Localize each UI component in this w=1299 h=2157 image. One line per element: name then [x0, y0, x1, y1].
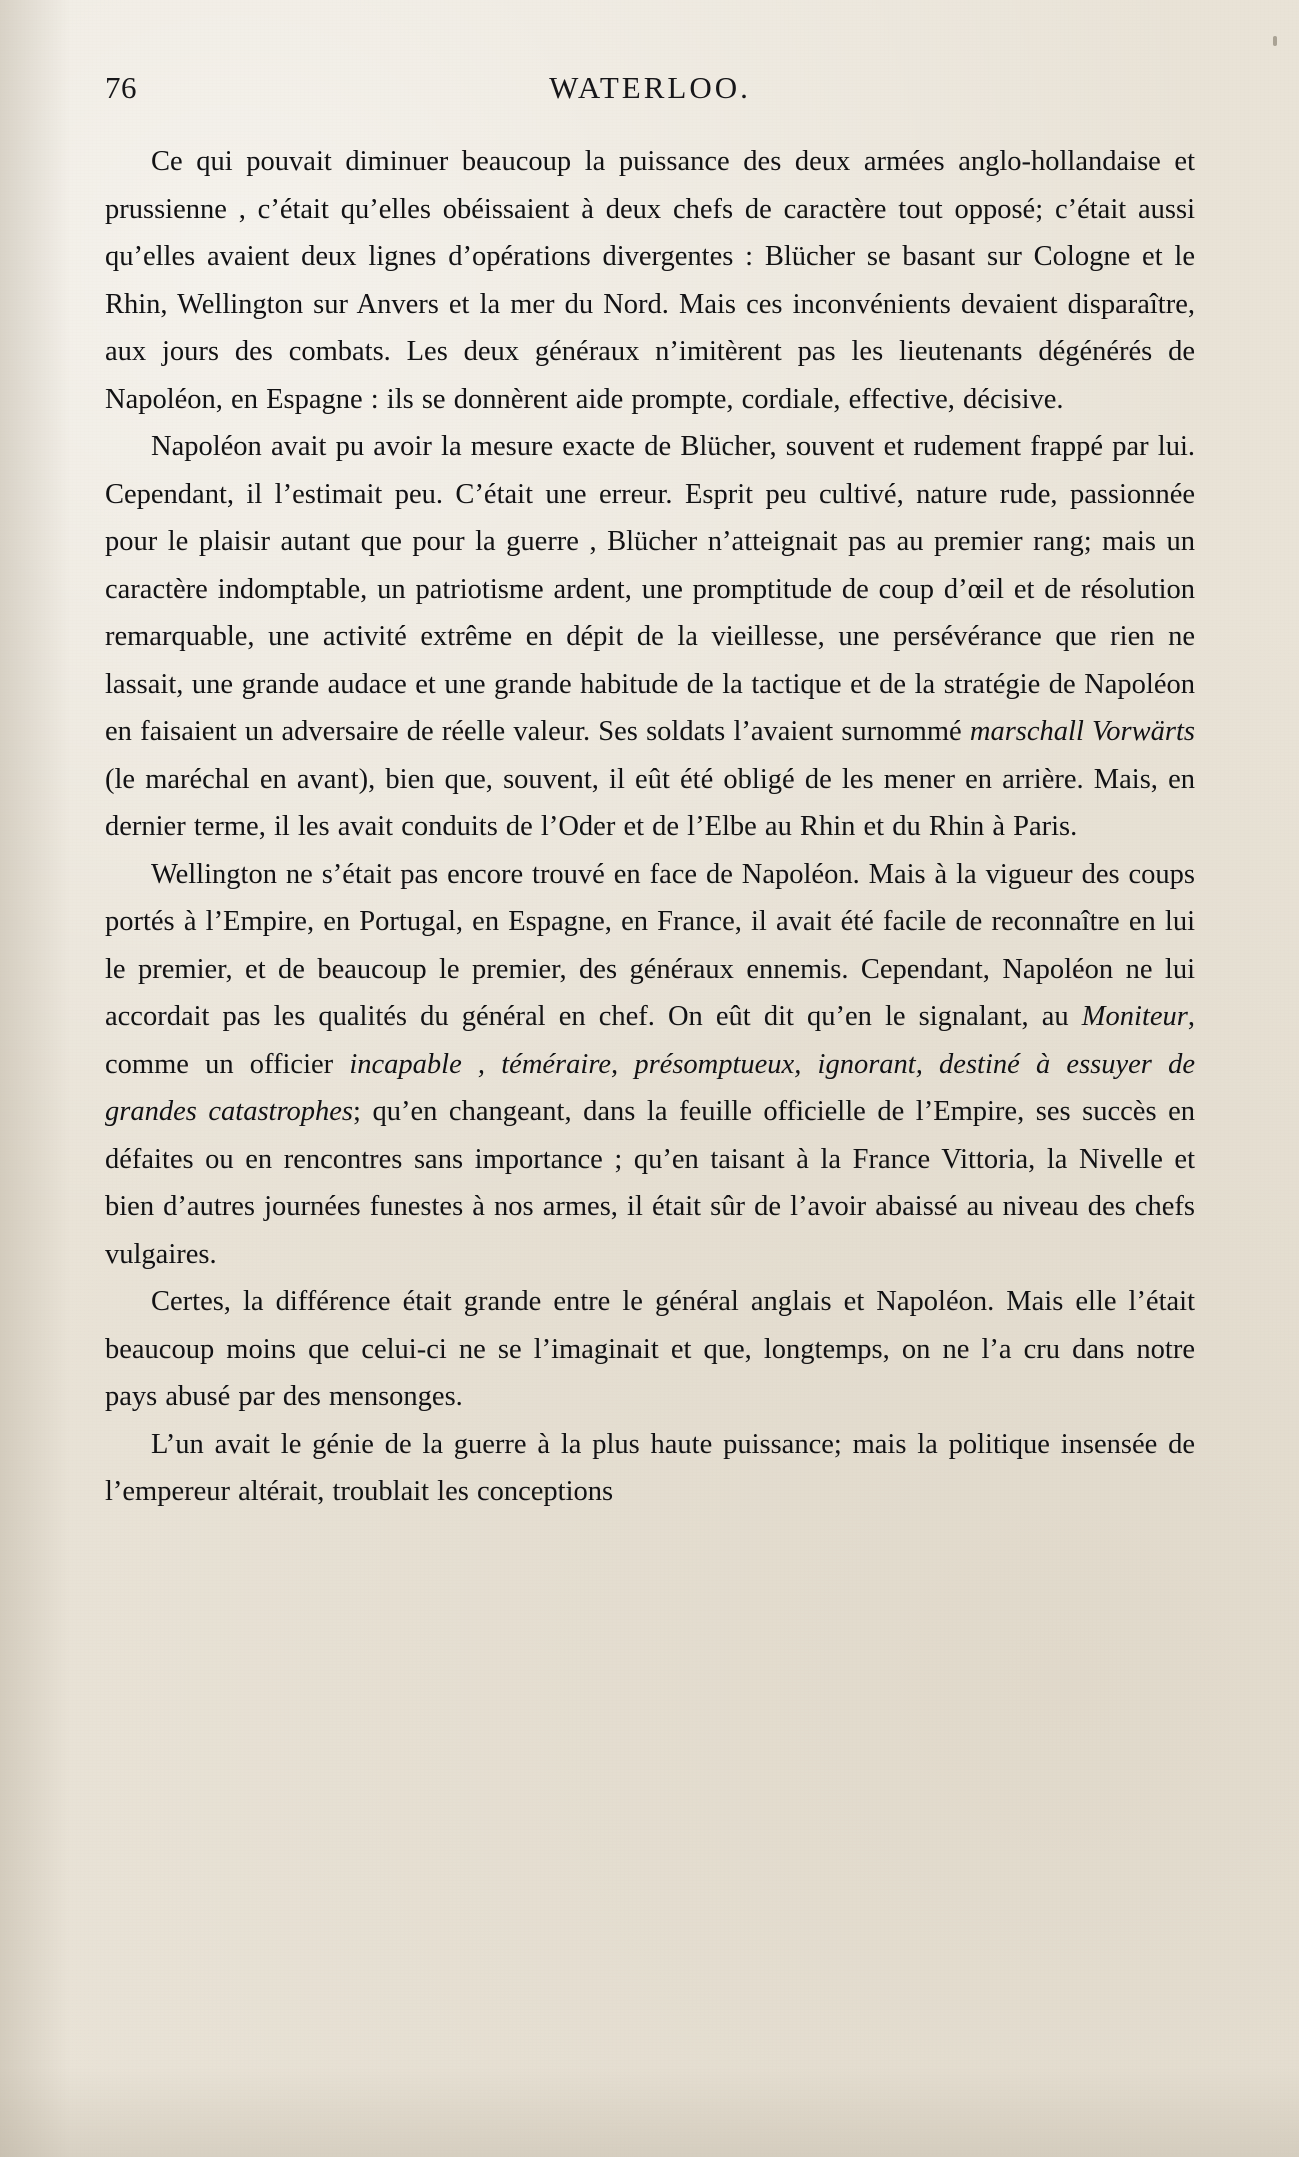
italic-run: marschall Vorwärts [969, 716, 1196, 747]
paragraph [105, 423, 1195, 851]
running-head: WATERLOO. [549, 70, 751, 105]
text-run: L’un avait le génie de la guerre à la plus haute puissance; mais la politique insensée de l’empereur altérait, troublait les conceptions [105, 1428, 1195, 1507]
paragraph [105, 138, 1195, 423]
text-run: Wellington ne s’était pas encore trouvé en face de Napoléon. Mais à la vigueur des coups portés à l’Empire, en Portugal, en Espagne, en France, il avait été facile de reconnaître en lui le premier, et de beaucoup le premier, des généraux ennemis. Cependant, Napoléon ne lui accordait pas les qualités du général en chef. On eût dit qu’en le signalant, au [105, 858, 1195, 1032]
text-run: Ce qui pouvait diminuer beaucoup la puissance des deux armées anglo-hollandaise et prussienne , c’était qu’elles obéissaient à deux chefs de caractère tout opposé; c’était aussi qu’elles avaient deux lignes d’opérations divergentes : Blücher se basant sur Cologne et le Rhin, Wellington sur Anvers et la mer du Nord. Mais ces inconvénients devaient disparaître, aux jours des combats. Les deux généraux n’imitèrent pas les lieutenants dégénérés de Napoléon, en Espagne : ils se donnèrent aide prompte, cordiale, effective, décisive. [105, 146, 1195, 415]
paragraph [105, 851, 1195, 1279]
text-run: , comme un officier [105, 1001, 1195, 1080]
page-bottom-shadow [0, 2067, 1299, 2157]
italic-run: incapable , téméraire, présomptueux, ignorant, destiné à essuyer de grandes catastrophes [105, 1048, 1195, 1127]
text-run: (le maréchal en avant), bien que, souvent, il eût été obligé de les mener en arrière. Mais, en dernier terme, il les avait conduits de l’Oder et de l’Elbe au Rhin et du Rhin à Paris. [105, 763, 1195, 842]
page-corner-mark [1273, 36, 1277, 46]
text-run: Certes, la différence était grande entre le général anglais et Napoléon. Mais elle l’était beaucoup moins que celui-ci ne se l’imaginait et que, longtemps, on ne l’a cru dans notre pays abusé par des mensonges. [105, 1286, 1195, 1412]
text-run: Napoléon avait pu avoir la mesure exacte de Blücher, souvent et rudement frappé par lui. Cependant, il l’estimait peu. C’était une erreur. Esprit peu cultivé, nature rude, passionnée pour le plaisir autant que pour la guerre , Blücher n’atteignait pas au premier rang; mais un caractère indomptable, un patriotisme ardent, une promptitude de coup d’œil et de résolution remarquable, une activité extrême en dépit de la vieillesse, une persévérance que rien ne lassait, une grande audace et une grande habitude de la tactique et de la stratégie de Napoléon en faisaient un adversaire de réelle valeur. Ses soldats l’avaient surnommé [105, 431, 1195, 747]
page-content [105, 70, 1195, 1516]
body-text [105, 138, 1195, 1516]
page-number: 76 [105, 70, 137, 105]
text-run: ; qu’en changeant, dans la feuille officielle de l’Empire, ses succès en défaites ou en rencontres sans importance ; qu’en taisant à la France Vittoria, la Nivelle et bien d’autres journées funestes à nos armes, il était sûr de l’avoir abaissé au niveau des chefs vulgaires. [105, 1096, 1195, 1270]
italic-run: Moniteur [1081, 1001, 1188, 1032]
page-header [105, 70, 1195, 116]
paragraph [105, 1421, 1195, 1516]
paragraph [105, 1278, 1195, 1421]
page-left-shadow [0, 0, 70, 2157]
